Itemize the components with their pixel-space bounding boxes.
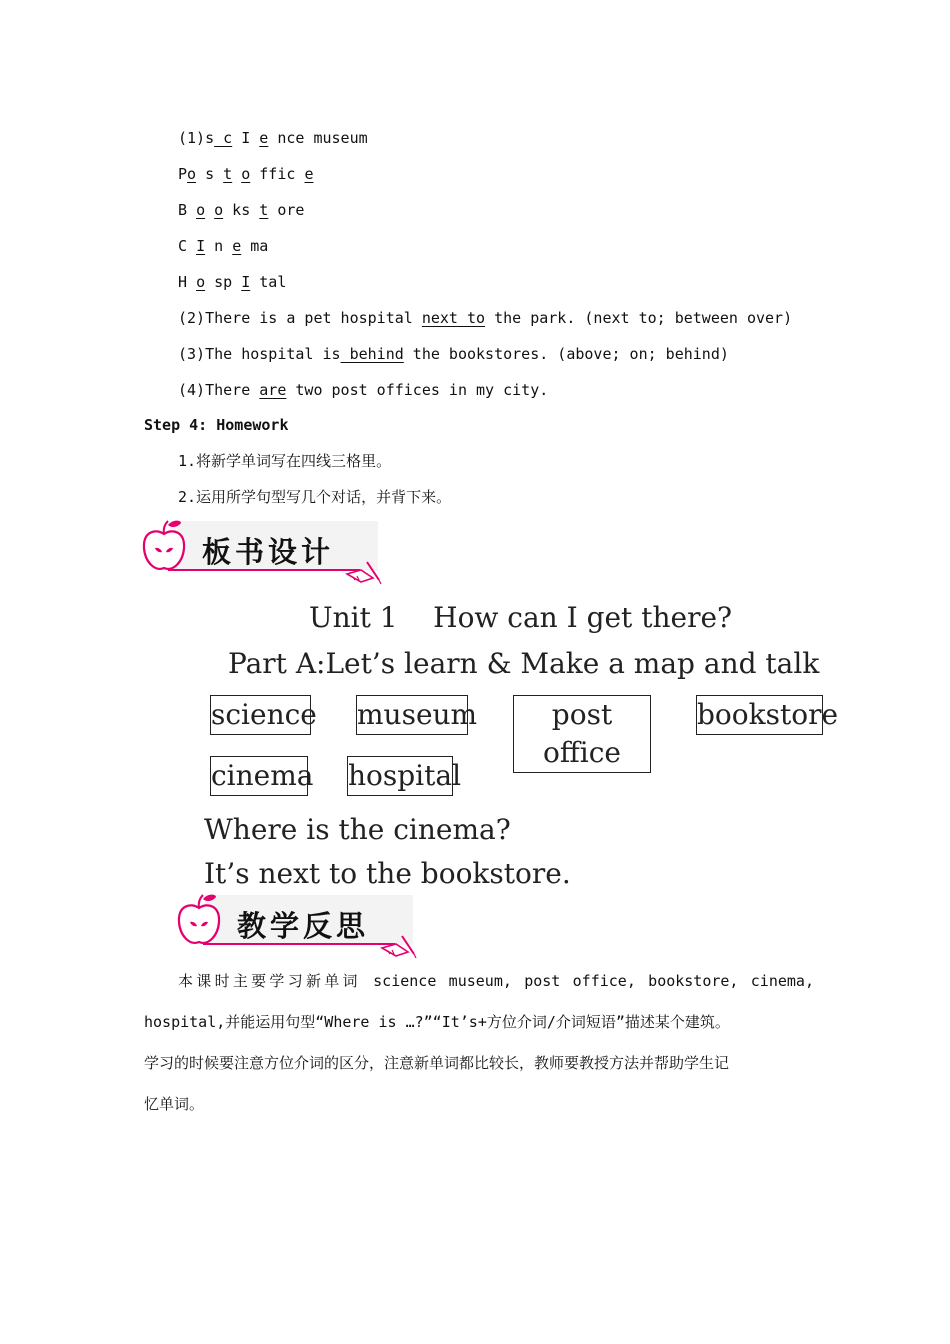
- exercise-question-4: (4)There are two post offices in my city.: [178, 381, 549, 399]
- board-unit-title: Unit 1 How can I get there?: [309, 601, 733, 634]
- board-part-title: Part A:Let’s learn & Make a map and talk: [228, 647, 820, 680]
- teaching-reflection-banner: [175, 892, 420, 952]
- word-box-hospital: hospital: [347, 756, 453, 796]
- exercise-line-4: C I n e ma: [178, 237, 269, 255]
- apple-icon: [141, 518, 187, 574]
- word-box-cinema: cinema: [210, 756, 308, 796]
- board-question: Where is the cinema?: [204, 813, 511, 846]
- reflection-line-3: 学习的时候要注意方位介词的区分，注意新单词都比较长，教师要教授方法并帮助学生记: [144, 1054, 730, 1072]
- exercise-line-2: Po s t o ffic e: [178, 165, 314, 183]
- step4-heading: Step 4: Homework: [144, 416, 289, 434]
- reflection-line-2: hospital,并能运用句型“Where is …?”“It’s+方位介词/介词短语”描述某个建筑。: [144, 1013, 730, 1031]
- banner-title: 教学反思: [237, 909, 370, 943]
- exercise-line-3: B o o ks t ore: [178, 201, 305, 219]
- board-design-banner: [140, 518, 385, 578]
- apple-icon: [176, 892, 222, 948]
- pen-hand-icon: [345, 552, 385, 586]
- reflection-line-4: 忆单词。: [144, 1095, 205, 1113]
- exercise-line-5: H o sp I tal: [178, 273, 287, 291]
- word-box-post-office: post office: [513, 695, 651, 773]
- reflection-line-1: 本课时主要学习新单词 science museum, post office, bookstore, cinema,: [178, 972, 814, 990]
- exercise-question-3: (3)The hospital is behind the bookstores. (above; on; behind): [178, 345, 729, 363]
- banner-title: 板书设计: [202, 535, 335, 569]
- word-box-museum: museum: [356, 695, 468, 735]
- word-box-science: science: [210, 695, 311, 735]
- homework-item-2: 2.运用所学句型写几个对话，并背下来。: [178, 488, 452, 506]
- exercise-line-1: (1)s_c I e nce museum: [178, 129, 368, 147]
- homework-item-1: 1.将新学单词写在四线三格里。: [178, 452, 392, 470]
- word-box-bookstore: bookstore: [696, 695, 823, 735]
- exercise-question-2: (2)There is a pet hospital next to the park. (next to; between over): [178, 309, 793, 327]
- board-answer: It’s next to the bookstore.: [204, 857, 571, 890]
- pen-hand-icon: [380, 926, 420, 960]
